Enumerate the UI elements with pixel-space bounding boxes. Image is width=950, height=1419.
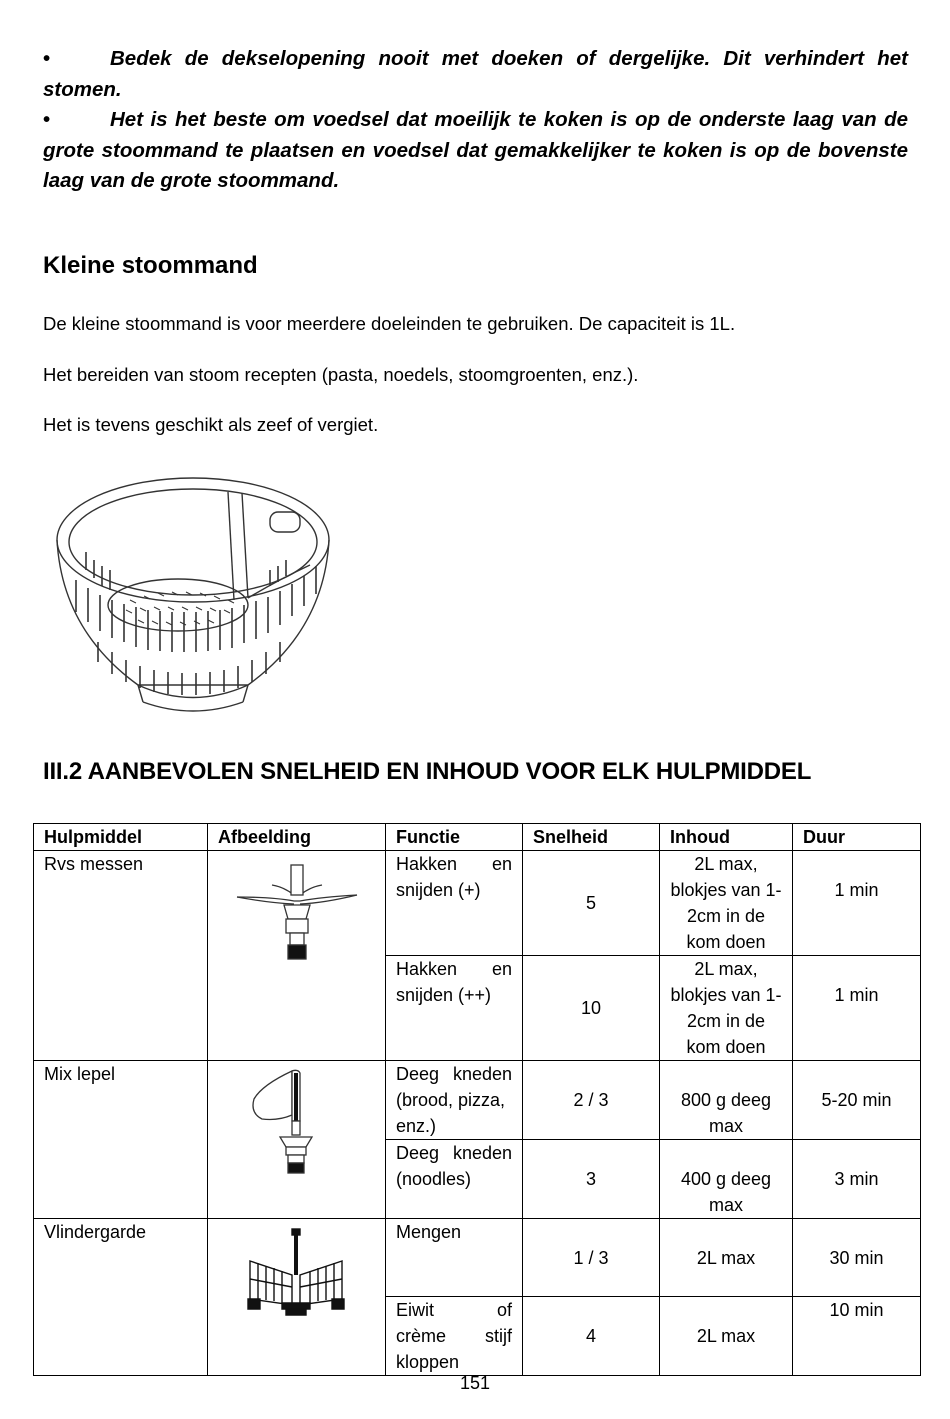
steel-blades-icon: [232, 857, 362, 967]
function-word: Hakken: [396, 959, 458, 979]
section-heading: III.2 AANBEVOLEN SNELHEID EN INHOUD VOOR ELK HULPMIDDEL: [43, 758, 812, 785]
tool-name-cell: Vlindergarde: [34, 1219, 208, 1376]
function-cell: [386, 1140, 523, 1219]
page-number: 151: [459, 1373, 491, 1393]
function-word: of: [496, 1300, 512, 1320]
paragraph: Het bereiden van stoom recepten (pasta, noedels, stoomgroenten, enz.).: [43, 364, 639, 385]
duration-cell: 1 min: [793, 851, 921, 956]
function-line: kloppen: [396, 1352, 460, 1372]
image-cell: [208, 1061, 386, 1219]
tool-name-cell: Mix lepel: [34, 1061, 208, 1219]
function-cell: Mengen: [386, 1219, 523, 1297]
function-word: kneden: [452, 1143, 512, 1163]
duration-cell: 1 min: [793, 956, 921, 1061]
function-cell: [386, 1297, 523, 1376]
function-cell: [386, 851, 523, 956]
function-line: snijden (+): [396, 880, 481, 900]
mixing-spoon-icon: [242, 1065, 352, 1175]
function-word: Eiwit: [396, 1300, 435, 1320]
speed-cell: 4: [523, 1297, 660, 1376]
function-word: kneden: [452, 1064, 512, 1084]
function-word: en: [491, 959, 512, 979]
bullet-text: Bedek de dekselopening nooit met doeken of dergelijke. Dit verhindert het stomen.: [43, 47, 908, 101]
bullet-list: [43, 44, 908, 197]
column-header: Duur: [793, 824, 921, 851]
accessory-table: [33, 823, 921, 1376]
function-cell: [386, 1061, 523, 1140]
image-cell: [208, 851, 386, 1061]
content-cell: 800 g deeg max: [660, 1061, 793, 1140]
paragraph: De kleine stoommand is voor meerdere doeleinden te gebruiken. De capaciteit is 1L.: [43, 313, 736, 334]
column-header: Hulpmiddel: [34, 824, 208, 851]
content-cell: 2L max, blokjes van 1-2cm in de kom doen: [660, 851, 793, 956]
speed-cell: 2 / 3: [523, 1061, 660, 1140]
column-header: Afbeelding: [208, 824, 386, 851]
speed-cell: 3: [523, 1140, 660, 1219]
tool-name-cell: Rvs messen: [34, 851, 208, 1061]
butterfly-whisk-icon: [242, 1227, 352, 1321]
kleine-stoommand-heading: Kleine stoommand: [43, 252, 258, 279]
function-cell: [386, 956, 523, 1061]
table-row: [34, 851, 921, 956]
speed-cell: 1 / 3: [523, 1219, 660, 1297]
bullet-symbol: •: [43, 47, 51, 70]
column-header: Functie: [386, 824, 523, 851]
table-row: [34, 1061, 921, 1140]
bullet-item: [43, 44, 908, 105]
column-header: Snelheid: [523, 824, 660, 851]
function-word: crème: [396, 1326, 447, 1346]
image-cell: [208, 1219, 386, 1376]
function-line: (brood, pizza, enz.): [396, 1090, 506, 1136]
content-cell: 2L max: [660, 1297, 793, 1376]
table-header-row: [34, 824, 921, 851]
bullet-item: [43, 105, 908, 197]
function-word: stijf: [485, 1326, 512, 1346]
duration-cell: 5-20 min: [793, 1061, 921, 1140]
content-cell: 400 g deeg max: [660, 1140, 793, 1219]
function-word: Deeg: [396, 1143, 440, 1163]
function-line: snijden (++): [396, 985, 492, 1005]
bullet-text: Het is het beste om voedsel dat moeilijk te koken is op de onderste laag van de grote stoommand te plaatsen en voedsel dat gemakkelijker te koken is op de bovenste laag van de grote stoommand.: [43, 108, 908, 192]
duration-cell: 10 min: [793, 1297, 921, 1376]
column-header: Inhoud: [660, 824, 793, 851]
function-line: (noodles): [396, 1169, 472, 1189]
speed-cell: 10: [523, 956, 660, 1061]
steam-basket-illustration: [48, 470, 338, 720]
bullet-symbol: •: [43, 108, 51, 131]
content-cell: 2L max: [660, 1219, 793, 1297]
function-word: Deeg: [396, 1064, 440, 1084]
paragraph: Het is tevens geschikt als zeef of vergiet.: [43, 414, 379, 435]
speed-cell: 5: [523, 851, 660, 956]
content-cell: 2L max, blokjes van 1-2cm in de kom doen: [660, 956, 793, 1061]
function-word: en: [491, 854, 512, 874]
table-row: [34, 1219, 921, 1297]
duration-cell: 30 min: [793, 1219, 921, 1297]
duration-cell: 3 min: [793, 1140, 921, 1219]
function-word: Hakken: [396, 854, 458, 874]
